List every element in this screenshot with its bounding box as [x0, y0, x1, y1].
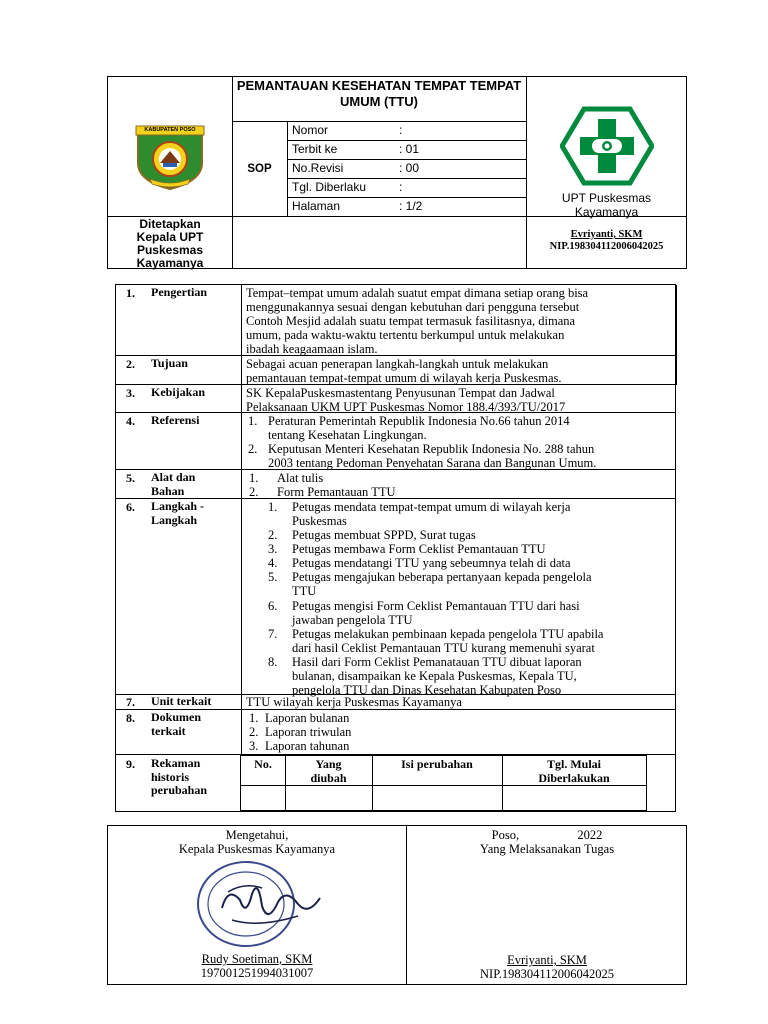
- list-number: 1.: [248, 414, 258, 428]
- text-line: ibadah keagaamaan islam.: [246, 342, 378, 356]
- text-line: umum, pada waktu-waktu tertentu berkumpul untuk melakukan: [246, 328, 565, 342]
- text-line: Peraturan Pemerintah Republik Indonesia No.66 tahun 2014: [268, 414, 570, 428]
- header-row-value: : 00: [399, 161, 420, 175]
- label-line: Rekaman: [151, 756, 201, 770]
- list-item: [292, 627, 671, 655]
- text-line: Puskesmas: [292, 514, 347, 528]
- text-line: Tempat–tempat umum adalah suatut empat dimana setiap orang bisa: [246, 286, 589, 300]
- sig-right-date: [407, 828, 687, 842]
- list-item: [292, 570, 671, 598]
- text-line: pemantauan tempat-tempat umum di wilayah kerja Puskesmas.: [246, 371, 562, 385]
- section-number: 3.: [126, 386, 135, 400]
- section-label-alat: [151, 471, 195, 498]
- list-item: Alat tulis: [277, 471, 324, 485]
- section-number: 1.: [126, 286, 135, 300]
- header-row-label: Nomor: [292, 123, 329, 137]
- list-number: 2.: [249, 725, 259, 739]
- header-row-label: No.Revisi: [292, 161, 344, 175]
- sig-right-name: Evriyanti, SKM: [507, 953, 587, 967]
- list-number: 2.: [268, 528, 278, 542]
- upt-line1: UPT Puskesmas: [561, 191, 652, 205]
- rekaman-col-header: [372, 757, 502, 771]
- section-number: 4.: [126, 414, 135, 428]
- header-row-value: : 01: [399, 142, 420, 156]
- kabupaten-poso-emblem-icon: [130, 123, 210, 191]
- text-line: menggunakannya sesuai dengan kebutuhan dari pengguna tersebut: [246, 300, 580, 314]
- document-title: PEMANTAUAN KESEHATAN TEMPAT TEMPAT UMUM (TTU): [236, 78, 522, 109]
- sig-left-line2: Kepala Puskesmas Kayamanya: [178, 842, 336, 856]
- label-line: Langkah: [151, 512, 198, 527]
- list-number: 7.: [268, 627, 278, 641]
- label-line: Alat dan: [151, 470, 196, 484]
- sig-right-place: Poso,: [491, 828, 520, 842]
- sig-right-nip: NIP.198304112006042025: [480, 967, 614, 981]
- header-row-label: Tgl. Diberlaku: [292, 180, 367, 194]
- list-item: Petugas mendatangi TTU yang sebeumnya telah di data: [292, 556, 571, 570]
- section-label-kebijakan: Kebijakan: [151, 385, 206, 399]
- section-text-unit: TTU wilayah kerja Puskesmas Kayamanya: [246, 695, 462, 709]
- text-line: Pelaksanaan UKM UPT Puskesmas Nomor 188.4/393/TU/2017: [246, 400, 566, 414]
- col-line: Yang: [315, 757, 342, 771]
- upt-line2: Kayamanya: [574, 205, 639, 219]
- text-line: Petugas mengisi Form Ceklist Pemantauan TTU dari hasi: [292, 599, 580, 613]
- sig-right-signer: [407, 953, 687, 981]
- list-item: Petugas membuat SPPD, Surat tugas: [292, 528, 476, 542]
- text-line: Petugas mengajukan beberapa pertanyaan kepada pengelola: [292, 570, 592, 584]
- header-row-revisi: [287, 159, 526, 178]
- list-item: Laporan tahunan: [265, 739, 350, 753]
- text-line: SK KepalaPuskesmastentang Penyusunan Tempat dan Jadwal: [246, 386, 555, 400]
- list-number: 1.: [268, 500, 278, 514]
- official-stamp-signature-icon: [188, 858, 328, 950]
- header-signer-name: Evriyanti, SKM: [570, 229, 643, 240]
- ditetapkan-line: Puskesmas: [136, 243, 204, 257]
- label-line: Dokumen: [151, 710, 202, 724]
- rekaman-col-header: [241, 757, 285, 771]
- sop-header: [107, 76, 687, 269]
- col-line: Diberlakukan: [538, 771, 610, 785]
- rekaman-table: [240, 755, 647, 811]
- rekaman-col-header: [502, 757, 646, 785]
- section-number: 8.: [126, 711, 135, 725]
- sig-left-line1: Mengetahui,: [225, 828, 289, 842]
- text-line: 2003 tentang Pedoman Penyehatan Sarana dan Bangunan Umum.: [268, 456, 597, 470]
- list-item: [292, 500, 671, 528]
- list-item: Petugas membawa Form Ceklist Pemantauan TTU: [292, 542, 546, 556]
- ditetapkan-line: Kayamanya: [136, 256, 204, 270]
- section-label-rekaman: [151, 757, 207, 798]
- section-label-pengertian: Pengertian: [151, 285, 207, 299]
- section-text-tujuan: [246, 357, 672, 385]
- list-item: Laporan triwulan: [265, 725, 352, 739]
- section-text-kebijakan: [246, 386, 672, 414]
- section-number: 5.: [126, 471, 135, 485]
- emblem-banner-text: KABUPATEN POSO: [144, 127, 196, 133]
- text-line: Hasil dari Form Ceklist Pemanatauan TTU dibuat laporan: [292, 655, 582, 669]
- section-label-unit: Unit terkait: [151, 694, 212, 708]
- list-item: [268, 414, 671, 442]
- section-label-dokumen: [151, 711, 201, 738]
- rekaman-col-header: [285, 757, 372, 785]
- header-row-nomor: [287, 121, 526, 140]
- list-number: 1.: [249, 711, 259, 725]
- text-line: Keputusan Menteri Kesehatan Republik Indonesia No. 288 tahun: [268, 442, 595, 456]
- label-line: Bahan: [151, 483, 185, 498]
- puskesmas-logo-icon: [560, 105, 654, 187]
- header-signer-nip: NIP.198304112006042025: [549, 241, 664, 252]
- sig-left-header: [108, 828, 406, 856]
- text-line: bulanan, disampaikan ke Kepala Puskesmas, Kepala TU,: [292, 669, 577, 683]
- sig-right-line2: Yang Melaksanakan Tugas: [479, 842, 615, 856]
- text-line: Contoh Mesjid adalah suatu tempat termasuk fasilitasnya, dimana: [246, 314, 576, 328]
- header-row-label: Halaman: [292, 199, 341, 213]
- list-item: [268, 442, 671, 470]
- text-line: TTU: [292, 584, 317, 598]
- list-number: 6.: [268, 599, 278, 613]
- header-row-value: :: [399, 180, 403, 194]
- list-number: 4.: [268, 556, 278, 570]
- header-row-value: : 1/2: [399, 199, 423, 213]
- list-number: 8.: [268, 655, 278, 669]
- sop-label: SOP: [247, 162, 272, 175]
- col-line: diubah: [310, 771, 347, 785]
- section-number: 9.: [126, 757, 135, 771]
- label-line: Langkah -: [151, 499, 205, 513]
- section-label-referensi: Referensi: [151, 413, 200, 427]
- list-item: [292, 655, 671, 697]
- header-row-terbit: [287, 140, 526, 159]
- label-line: historis: [151, 769, 190, 784]
- section-number: 2.: [126, 357, 135, 371]
- section-label-langkah: [151, 500, 204, 527]
- list-number: 3.: [268, 542, 278, 556]
- signature-block: [107, 825, 687, 985]
- text-line: Sebagai acuan penerapan langkah-langkah untuk melakukan: [246, 357, 549, 371]
- header-row-tgl: [287, 178, 526, 197]
- header-row-halaman: [287, 197, 526, 216]
- sig-left-nip: 197001251994031007: [200, 966, 314, 980]
- header-row-label: Terbit ke: [292, 142, 338, 156]
- text-line: pengelola TTU dan Dinas Kesehatan Kabupaten Poso: [292, 683, 562, 697]
- section-label-tujuan: Tujuan: [151, 356, 188, 370]
- col-line: Tgl. Mulai: [546, 757, 601, 771]
- label-line: perubahan: [151, 783, 208, 797]
- ditetapkan-block: [108, 216, 232, 269]
- text-line: dari hasil Ceklist Pemantauan TTU kurang memenuhi syarat: [292, 641, 595, 655]
- ditetapkan-line: Kepala UPT: [136, 230, 204, 244]
- section-number: 7.: [126, 695, 135, 709]
- sig-left-name: Rudy Soetiman, SKM: [201, 952, 313, 966]
- list-item: Laporan bulanan: [265, 711, 350, 725]
- list-number: 2.: [248, 442, 258, 456]
- sig-right-header: [407, 828, 687, 856]
- list-number: 1.: [249, 471, 259, 485]
- col-line: No.: [254, 757, 272, 771]
- sig-left-signer: [108, 952, 406, 980]
- section-number: 6.: [126, 500, 135, 514]
- sig-right-year: 2022: [577, 828, 603, 842]
- section-text-pengertian: [246, 286, 672, 356]
- text-line: tentang Kesehatan Lingkungan.: [268, 428, 427, 442]
- col-line: Isi perubahan: [401, 757, 473, 771]
- header-row-value: :: [399, 123, 403, 137]
- text-line: jawaban pengelola TTU: [292, 613, 413, 627]
- label-line: terkait: [151, 723, 186, 738]
- text-line: Petugas mendata tempat-tempat umum di wilayah kerja: [292, 500, 571, 514]
- upt-name: [526, 191, 687, 219]
- list-item: Form Pemantauan TTU: [277, 485, 396, 499]
- ditetapkan-line: Ditetapkan: [139, 217, 201, 231]
- list-item: [292, 599, 671, 627]
- sop-content-table: [115, 284, 676, 812]
- text-line: Petugas melakukan pembinaan kepada pengelola TTU apabila: [292, 627, 604, 641]
- header-signer: [526, 216, 687, 269]
- list-number: 3.: [249, 739, 259, 753]
- list-number: 2.: [249, 485, 259, 499]
- list-number: 5.: [268, 570, 278, 584]
